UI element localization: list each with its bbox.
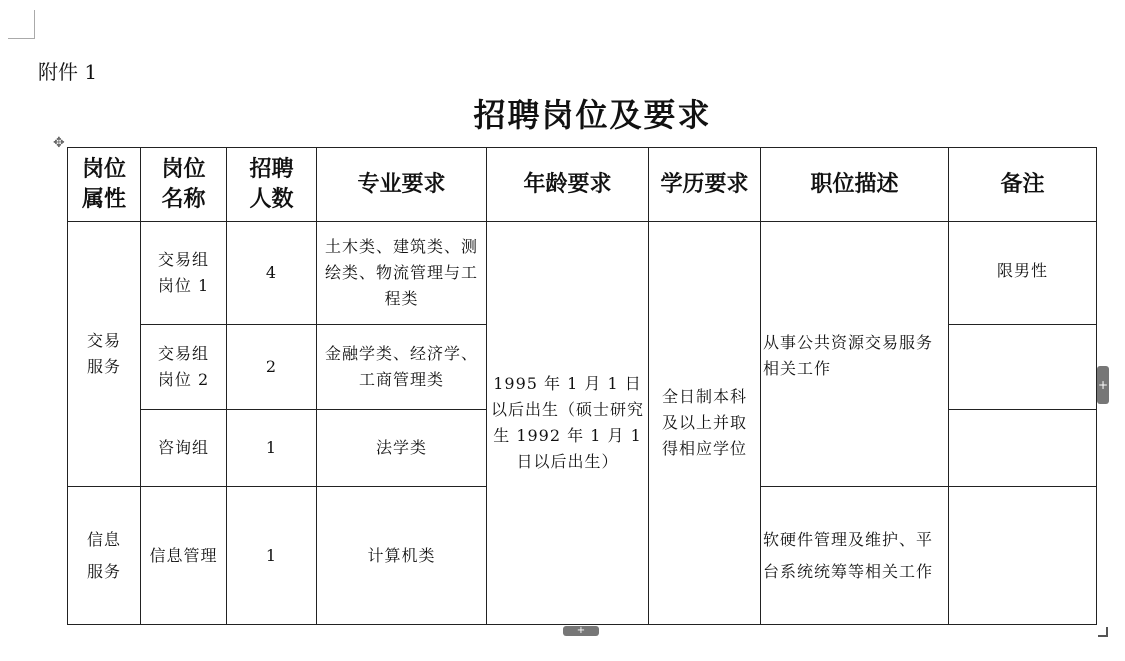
recruitment-table — [67, 147, 1097, 625]
note — [949, 487, 1097, 625]
header-row — [68, 148, 1097, 222]
age-req: 1995 年 1 月 1 日以后出生（硕士研究生 1992 年 1 月 1 日以后出生） — [487, 222, 649, 625]
note — [949, 410, 1097, 487]
hire-count: 2 — [227, 325, 317, 410]
document-title: 招聘岗位及要求 — [473, 96, 712, 134]
major-req: 法学类 — [317, 410, 487, 487]
position-name: 咨询组 — [141, 410, 227, 487]
header-age-req: 年龄要求 — [487, 148, 649, 222]
group-trade-service: 交易 服务 — [68, 222, 141, 487]
header-job-desc: 职位描述 — [761, 148, 949, 222]
header-hire-count: 招聘 人数 — [227, 148, 317, 222]
page-corner-mark — [8, 10, 35, 39]
add-column-button[interactable]: + — [1097, 366, 1109, 404]
group-info-service: 信息 服务 — [68, 487, 141, 625]
header-note: 备注 — [949, 148, 1097, 222]
table-row — [68, 222, 1097, 325]
header-major-req: 专业要求 — [317, 148, 487, 222]
edu-req: 全日制本科及以上并取得相应学位 — [649, 222, 761, 625]
note: 限男性 — [949, 222, 1097, 325]
header-position-name: 岗位 名称 — [141, 148, 227, 222]
position-name: 交易组 岗位 1 — [141, 222, 227, 325]
table-resize-handle-icon[interactable] — [1098, 627, 1108, 637]
position-name: 信息管理 — [141, 487, 227, 625]
header-edu-req: 学历要求 — [649, 148, 761, 222]
hire-count: 1 — [227, 410, 317, 487]
hire-count: 1 — [227, 487, 317, 625]
major-req: 金融学类、经济学、工商管理类 — [317, 325, 487, 410]
job-desc-info: 软硬件管理及维护、平台系统统筹等相关工作 — [761, 487, 949, 625]
major-req: 计算机类 — [317, 487, 487, 625]
job-desc-trade: 从事公共资源交易服务相关工作 — [761, 222, 949, 487]
add-row-button[interactable]: + — [563, 626, 599, 636]
note — [949, 325, 1097, 410]
major-req: 土木类、建筑类、测绘类、物流管理与工程类 — [317, 222, 487, 325]
table-move-handle-icon[interactable]: ✥ — [53, 135, 65, 151]
position-name: 交易组 岗位 2 — [141, 325, 227, 410]
attachment-label: 附件 1 — [38, 60, 98, 84]
header-position-attr: 岗位 属性 — [68, 148, 141, 222]
hire-count: 4 — [227, 222, 317, 325]
